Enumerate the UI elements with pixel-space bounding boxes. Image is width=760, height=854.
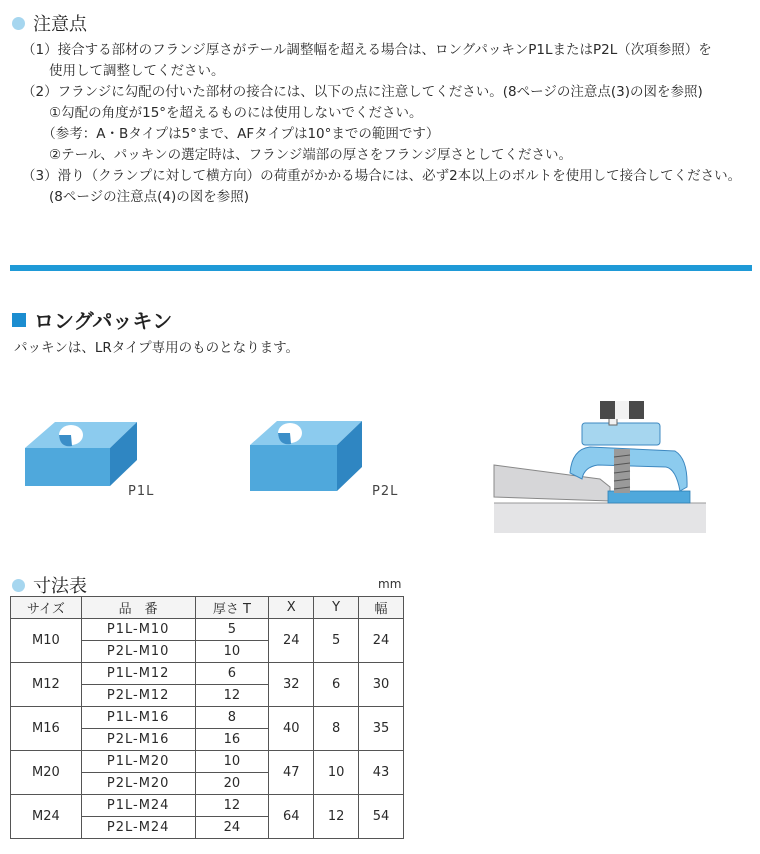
notes-header bbox=[12, 10, 87, 36]
note-line: （参考：A・Bタイプは5°まで、AFタイプは10°までの範囲です） bbox=[22, 126, 440, 142]
part-number-cell: P2L-M16 bbox=[81, 729, 195, 751]
width-cell: 54 bbox=[359, 795, 404, 839]
part-number-cell: P1L-M20 bbox=[81, 751, 195, 773]
thickness-cell: 8 bbox=[195, 707, 269, 729]
header-x: X bbox=[269, 597, 314, 619]
header-thickness: 厚さ T bbox=[195, 597, 269, 619]
header-y: Y bbox=[314, 597, 359, 619]
p2l-label: P2L bbox=[372, 484, 399, 499]
thickness-cell: 10 bbox=[195, 751, 269, 773]
width-cell: 35 bbox=[359, 707, 404, 751]
dimension-header bbox=[12, 572, 87, 598]
y-cell: 8 bbox=[314, 707, 359, 751]
thickness-cell: 20 bbox=[195, 773, 269, 795]
size-cell: M20 bbox=[11, 751, 82, 795]
bullet-dot-icon bbox=[12, 17, 25, 30]
y-cell: 10 bbox=[314, 751, 359, 795]
x-cell: 32 bbox=[269, 663, 314, 707]
x-cell: 40 bbox=[269, 707, 314, 751]
part-number-cell: P1L-M12 bbox=[81, 663, 195, 685]
note-line: ①勾配の角度が15°を超えるものには使用しないでください。 bbox=[22, 105, 423, 121]
size-cell: M10 bbox=[11, 619, 82, 663]
y-cell: 12 bbox=[314, 795, 359, 839]
p2l-packing-illustration bbox=[245, 415, 375, 495]
part-number-cell: P1L-M16 bbox=[81, 707, 195, 729]
square-bullet-icon bbox=[12, 313, 26, 327]
bullet-dot-icon bbox=[12, 579, 25, 592]
thickness-cell: 12 bbox=[195, 795, 269, 817]
part-number-cell: P2L-M10 bbox=[81, 641, 195, 663]
part-number-cell: P1L-M24 bbox=[81, 795, 195, 817]
y-cell: 5 bbox=[314, 619, 359, 663]
unit-label: mm bbox=[378, 577, 402, 591]
dimension-table bbox=[10, 596, 404, 839]
notes-title: 注意点 bbox=[33, 14, 87, 35]
packing-title: ロングパッキン bbox=[34, 309, 173, 333]
x-cell: 47 bbox=[269, 751, 314, 795]
table-row bbox=[11, 663, 404, 685]
part-number-cell: P2L-M20 bbox=[81, 773, 195, 795]
clamp-assembly-illustration bbox=[490, 395, 710, 535]
width-cell: 43 bbox=[359, 751, 404, 795]
thickness-cell: 5 bbox=[195, 619, 269, 641]
thickness-cell: 10 bbox=[195, 641, 269, 663]
y-cell: 6 bbox=[314, 663, 359, 707]
p1l-label: P1L bbox=[128, 484, 155, 499]
note-line: (8ページの注意点(4)の図を参照) bbox=[22, 189, 249, 205]
size-cell: M12 bbox=[11, 663, 82, 707]
header-part-number: 品 番 bbox=[81, 597, 195, 619]
header-size: サイズ bbox=[11, 597, 82, 619]
note-line: （2）フランジに勾配の付いた部材の接合には、以下の点に注意してください。(8ページの注意点(3)の図を参照) bbox=[22, 84, 703, 100]
packing-header bbox=[12, 305, 172, 334]
thickness-cell: 6 bbox=[195, 663, 269, 685]
width-cell: 30 bbox=[359, 663, 404, 707]
table-row bbox=[11, 751, 404, 773]
part-number-cell: P2L-M12 bbox=[81, 685, 195, 707]
section-divider bbox=[10, 265, 752, 271]
note-line: ②テール、パッキンの選定時は、フランジ端部の厚さをフランジ厚さとしてください。 bbox=[22, 147, 572, 163]
table-row bbox=[11, 795, 404, 817]
thickness-cell: 12 bbox=[195, 685, 269, 707]
x-cell: 24 bbox=[269, 619, 314, 663]
note-line: 使用して調整してください。 bbox=[22, 63, 225, 79]
packing-description: パッキンは、LRタイプ専用のものとなります。 bbox=[14, 340, 300, 356]
part-number-cell: P2L-M24 bbox=[81, 817, 195, 839]
note-line: （1）接合する部材のフランジ厚さがテール調整幅を超える場合は、ロングパッキンP1LまたはP2L（次項参照）を bbox=[22, 42, 712, 58]
width-cell: 24 bbox=[359, 619, 404, 663]
dimension-title: 寸法表 bbox=[33, 576, 87, 597]
thickness-cell: 24 bbox=[195, 817, 269, 839]
notes-list bbox=[22, 40, 752, 208]
x-cell: 64 bbox=[269, 795, 314, 839]
size-cell: M16 bbox=[11, 707, 82, 751]
size-cell: M24 bbox=[11, 795, 82, 839]
note-line: （3）滑り（クランプに対して横方向）の荷重がかかる場合には、必ず2本以上のボルトを使用して接合してください。 bbox=[22, 168, 742, 184]
table-row bbox=[11, 707, 404, 729]
p1l-packing-illustration bbox=[20, 415, 150, 490]
thickness-cell: 16 bbox=[195, 729, 269, 751]
part-number-cell: P1L-M10 bbox=[81, 619, 195, 641]
header-width: 幅 bbox=[359, 597, 404, 619]
table-row bbox=[11, 619, 404, 641]
